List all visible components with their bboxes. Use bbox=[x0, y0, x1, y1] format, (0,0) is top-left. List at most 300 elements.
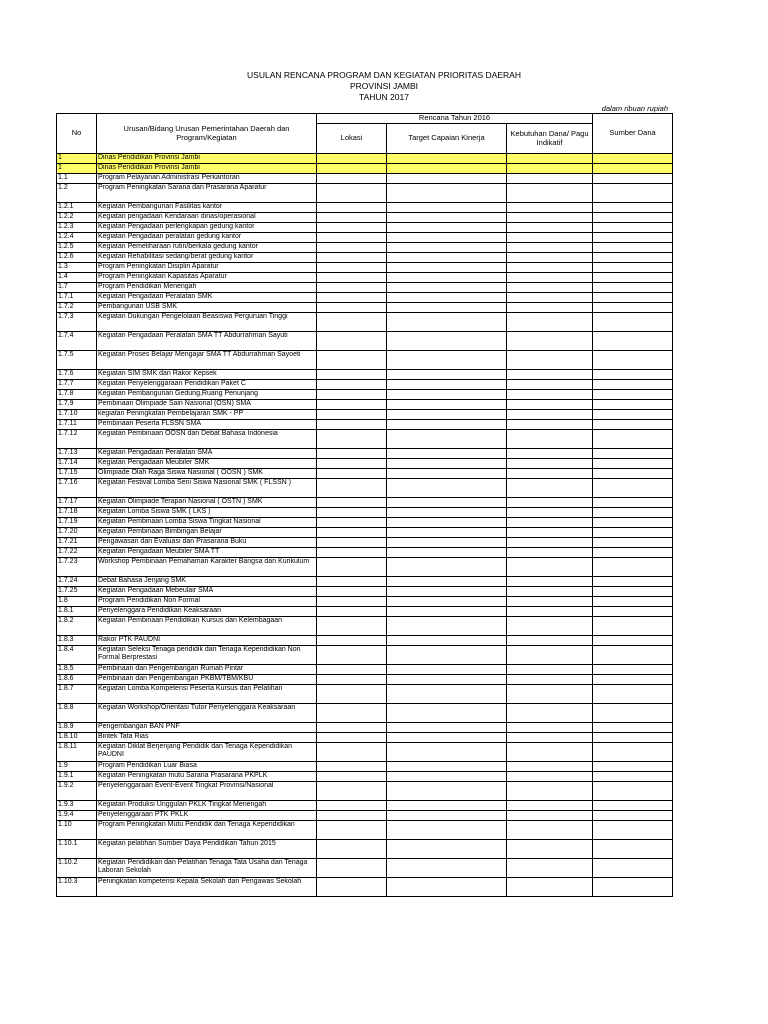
target-cell bbox=[387, 704, 507, 723]
row-program-name: Pembinaan Peserta FLSSN SMA bbox=[97, 420, 317, 430]
table-row bbox=[57, 154, 673, 164]
row-program-name: Peningkatan kompetensi Kepala Sekolah dan Pengawas Sekolah bbox=[97, 878, 317, 897]
sumber-cell bbox=[593, 303, 673, 313]
row-number: 1.7.11 bbox=[57, 420, 97, 430]
row-number: 1.7.20 bbox=[57, 528, 97, 538]
table-row bbox=[57, 538, 673, 548]
kebutuhan-cell bbox=[507, 685, 593, 704]
table-row bbox=[57, 184, 673, 203]
row-program-name: Rakor PTK PAUDNI bbox=[97, 636, 317, 646]
sumber-cell bbox=[593, 203, 673, 213]
header-lokasi: Lokasi bbox=[317, 124, 387, 154]
row-number: 1.2.6 bbox=[57, 253, 97, 263]
sumber-cell bbox=[593, 821, 673, 840]
target-cell bbox=[387, 782, 507, 801]
target-cell bbox=[387, 577, 507, 587]
sumber-cell bbox=[593, 154, 673, 164]
kebutuhan-cell bbox=[507, 174, 593, 184]
table-row bbox=[57, 498, 673, 508]
unit-note: dalam ribuan rupiah bbox=[601, 104, 668, 113]
lokasi-cell bbox=[317, 233, 387, 243]
table-row bbox=[57, 801, 673, 811]
table-row bbox=[57, 164, 673, 174]
lokasi-cell bbox=[317, 685, 387, 704]
row-program-name: Program Peningkatan Disiplin Aparatur bbox=[97, 263, 317, 273]
target-cell bbox=[387, 263, 507, 273]
table-row bbox=[57, 273, 673, 283]
target-cell bbox=[387, 370, 507, 380]
kebutuhan-cell bbox=[507, 772, 593, 782]
kebutuhan-cell bbox=[507, 233, 593, 243]
target-cell bbox=[387, 733, 507, 743]
lokasi-cell bbox=[317, 704, 387, 723]
target-cell bbox=[387, 420, 507, 430]
row-program-name: Kegiatan Pembangunan Gedung,Ruang Penunjang bbox=[97, 390, 317, 400]
table-row bbox=[57, 174, 673, 184]
lokasi-cell bbox=[317, 617, 387, 636]
lokasi-cell bbox=[317, 164, 387, 174]
row-program-name: Kegiatan Pengadaan Meubiler SMK bbox=[97, 459, 317, 469]
table-row bbox=[57, 410, 673, 420]
row-program-name: Debat Bahasa Jenjang SMK bbox=[97, 577, 317, 587]
row-number: 1.9.4 bbox=[57, 811, 97, 821]
program-table bbox=[56, 113, 673, 897]
target-cell bbox=[387, 410, 507, 420]
lokasi-cell bbox=[317, 518, 387, 528]
row-number: 1.10.1 bbox=[57, 840, 97, 859]
row-number: 1.8.8 bbox=[57, 704, 97, 723]
table-row bbox=[57, 283, 673, 293]
row-number: 1.2.2 bbox=[57, 213, 97, 223]
table-row bbox=[57, 351, 673, 370]
kebutuhan-cell bbox=[507, 548, 593, 558]
row-number: 1.2.1 bbox=[57, 203, 97, 213]
lokasi-cell bbox=[317, 400, 387, 410]
sumber-cell bbox=[593, 223, 673, 233]
table-row bbox=[57, 762, 673, 772]
kebutuhan-cell bbox=[507, 164, 593, 174]
sumber-cell bbox=[593, 283, 673, 293]
lokasi-cell bbox=[317, 528, 387, 538]
row-program-name: Kegiatan Pengadaan peralatan gedung kantor bbox=[97, 233, 317, 243]
kebutuhan-cell bbox=[507, 313, 593, 332]
row-number: 1.7.19 bbox=[57, 518, 97, 528]
kebutuhan-cell bbox=[507, 303, 593, 313]
kebutuhan-cell bbox=[507, 449, 593, 459]
table-row bbox=[57, 558, 673, 577]
row-program-name: Kegiatan Pembinaan Bimbingan Belajar bbox=[97, 528, 317, 538]
sumber-cell bbox=[593, 558, 673, 577]
row-number: 1.7.7 bbox=[57, 380, 97, 390]
row-number: 1.9 bbox=[57, 762, 97, 772]
lokasi-cell bbox=[317, 782, 387, 801]
lokasi-cell bbox=[317, 223, 387, 233]
row-program-name: Kegiatan pengadaan Kendaraan dinas/operasional bbox=[97, 213, 317, 223]
header-kebutuhan: Kebutuhan Dana/ Pagu Indikatif bbox=[507, 124, 593, 154]
table-row bbox=[57, 203, 673, 213]
sumber-cell bbox=[593, 370, 673, 380]
target-cell bbox=[387, 840, 507, 859]
document-title bbox=[0, 70, 768, 103]
lokasi-cell bbox=[317, 558, 387, 577]
table-row bbox=[57, 617, 673, 636]
row-number: 1.7.16 bbox=[57, 479, 97, 498]
sumber-cell bbox=[593, 801, 673, 811]
row-number: 1.9.3 bbox=[57, 801, 97, 811]
table-row bbox=[57, 479, 673, 498]
target-cell bbox=[387, 303, 507, 313]
row-program-name: Kegiatan Rehabilitasi sedang/berat gedung kantor bbox=[97, 253, 317, 263]
sumber-cell bbox=[593, 743, 673, 762]
kebutuhan-cell bbox=[507, 878, 593, 897]
row-program-name: Pembangunan USB SMK bbox=[97, 303, 317, 313]
row-program-name: Kegiatan Workshop/Orientasi Tutor Penyelenggara Keaksaraan bbox=[97, 704, 317, 723]
lokasi-cell bbox=[317, 332, 387, 351]
kebutuhan-cell bbox=[507, 733, 593, 743]
row-number: 1.7.24 bbox=[57, 577, 97, 587]
sumber-cell bbox=[593, 498, 673, 508]
kebutuhan-cell bbox=[507, 528, 593, 538]
sumber-cell bbox=[593, 420, 673, 430]
target-cell bbox=[387, 293, 507, 303]
lokasi-cell bbox=[317, 479, 387, 498]
lokasi-cell bbox=[317, 370, 387, 380]
lokasi-cell bbox=[317, 390, 387, 400]
row-number: 1.7.15 bbox=[57, 469, 97, 479]
title-line-3: TAHUN 2017 bbox=[359, 92, 409, 102]
target-cell bbox=[387, 449, 507, 459]
row-program-name: Dinas Pendidikan Provinsi Jambi bbox=[97, 154, 317, 164]
table-row bbox=[57, 233, 673, 243]
sumber-cell bbox=[593, 410, 673, 420]
sumber-cell bbox=[593, 233, 673, 243]
target-cell bbox=[387, 469, 507, 479]
row-program-name: Penyelenggara Pendidikan Keaksaraan bbox=[97, 607, 317, 617]
lokasi-cell bbox=[317, 203, 387, 213]
lokasi-cell bbox=[317, 213, 387, 223]
row-number: 1.8.3 bbox=[57, 636, 97, 646]
sumber-cell bbox=[593, 723, 673, 733]
row-program-name: Pembinaan Olimpiade Sain Nasional (OSN) SMA bbox=[97, 400, 317, 410]
row-program-name: Program Peningkatan Kapasitas Aparatur bbox=[97, 273, 317, 283]
sumber-cell bbox=[593, 332, 673, 351]
kebutuhan-cell bbox=[507, 811, 593, 821]
sumber-cell bbox=[593, 704, 673, 723]
row-program-name: Kegiatan Pemeliharaan rutin/berkala gedung kantor bbox=[97, 243, 317, 253]
sumber-cell bbox=[593, 762, 673, 772]
row-number: 1.2.3 bbox=[57, 223, 97, 233]
row-number: 1.8.10 bbox=[57, 733, 97, 743]
target-cell bbox=[387, 400, 507, 410]
sumber-cell bbox=[593, 859, 673, 878]
kebutuhan-cell bbox=[507, 253, 593, 263]
sumber-cell bbox=[593, 518, 673, 528]
sumber-cell bbox=[593, 253, 673, 263]
row-program-name: Kegiatan Proses Belajar Mengajar SMA TT Abdurrahman Sayoeti bbox=[97, 351, 317, 370]
kebutuhan-cell bbox=[507, 859, 593, 878]
kebutuhan-cell bbox=[507, 636, 593, 646]
table-row bbox=[57, 811, 673, 821]
sumber-cell bbox=[593, 430, 673, 449]
row-program-name: Kegiatan Lomba Kompetensi Peserta Kursus dan Pelatihan bbox=[97, 685, 317, 704]
row-number: 1.8.5 bbox=[57, 665, 97, 675]
row-number: 1.10 bbox=[57, 821, 97, 840]
target-cell bbox=[387, 508, 507, 518]
sumber-cell bbox=[593, 243, 673, 253]
row-program-name: Pembinaan dan Pengembangan Rumah Pintar bbox=[97, 665, 317, 675]
sumber-cell bbox=[593, 675, 673, 685]
lokasi-cell bbox=[317, 351, 387, 370]
lokasi-cell bbox=[317, 313, 387, 332]
lokasi-cell bbox=[317, 665, 387, 675]
kebutuhan-cell bbox=[507, 479, 593, 498]
table-row bbox=[57, 772, 673, 782]
row-number: 1.7.23 bbox=[57, 558, 97, 577]
row-program-name: Program Peningkatan Sarana dan Prasarana Aparatur bbox=[97, 184, 317, 203]
kebutuhan-cell bbox=[507, 263, 593, 273]
table-row bbox=[57, 782, 673, 801]
row-program-name: Kegiatan Peningkatan mutu Sarana Prasarana PKPLK bbox=[97, 772, 317, 782]
sumber-cell bbox=[593, 772, 673, 782]
sumber-cell bbox=[593, 617, 673, 636]
target-cell bbox=[387, 203, 507, 213]
row-number: 1.7.18 bbox=[57, 508, 97, 518]
table-row bbox=[57, 430, 673, 449]
row-number: 1.7.25 bbox=[57, 587, 97, 597]
sumber-cell bbox=[593, 459, 673, 469]
lokasi-cell bbox=[317, 380, 387, 390]
table-body bbox=[57, 154, 673, 897]
row-number: 1.7.9 bbox=[57, 400, 97, 410]
sumber-cell bbox=[593, 273, 673, 283]
row-number: 1 bbox=[57, 164, 97, 174]
table-row bbox=[57, 223, 673, 233]
row-number: 1.8.11 bbox=[57, 743, 97, 762]
table-row bbox=[57, 587, 673, 597]
table-row bbox=[57, 400, 673, 410]
sumber-cell bbox=[593, 811, 673, 821]
sumber-cell bbox=[593, 293, 673, 303]
row-program-name: Olimpiade Olah Raga Siswa Nasional ( OOSN ) SMK bbox=[97, 469, 317, 479]
row-number: 1.7.5 bbox=[57, 351, 97, 370]
kebutuhan-cell bbox=[507, 723, 593, 733]
lokasi-cell bbox=[317, 859, 387, 878]
lokasi-cell bbox=[317, 410, 387, 420]
sumber-cell bbox=[593, 213, 673, 223]
lokasi-cell bbox=[317, 840, 387, 859]
row-program-name: Kegiatan Pendidikan dan Pelatihan Tenaga Tata Usaha dan Tenaga Laboran Sekolah bbox=[97, 859, 317, 878]
target-cell bbox=[387, 498, 507, 508]
target-cell bbox=[387, 273, 507, 283]
lokasi-cell bbox=[317, 801, 387, 811]
sumber-cell bbox=[593, 479, 673, 498]
table-row bbox=[57, 636, 673, 646]
kebutuhan-cell bbox=[507, 762, 593, 772]
kebutuhan-cell bbox=[507, 587, 593, 597]
kebutuhan-cell bbox=[507, 646, 593, 665]
target-cell bbox=[387, 723, 507, 733]
kebutuhan-cell bbox=[507, 243, 593, 253]
lokasi-cell bbox=[317, 743, 387, 762]
lokasi-cell bbox=[317, 283, 387, 293]
kebutuhan-cell bbox=[507, 154, 593, 164]
target-cell bbox=[387, 233, 507, 243]
target-cell bbox=[387, 675, 507, 685]
table-row bbox=[57, 213, 673, 223]
row-program-name: Penyelenggaraan PTK PKLK bbox=[97, 811, 317, 821]
kebutuhan-cell bbox=[507, 498, 593, 508]
table-row bbox=[57, 243, 673, 253]
target-cell bbox=[387, 351, 507, 370]
kebutuhan-cell bbox=[507, 370, 593, 380]
lokasi-cell bbox=[317, 577, 387, 587]
target-cell bbox=[387, 243, 507, 253]
kebutuhan-cell bbox=[507, 420, 593, 430]
row-program-name: Workshop Pembinaan Pemahaman Karakter Bangsa dan Kurikulum bbox=[97, 558, 317, 577]
table-row bbox=[57, 743, 673, 762]
table-row bbox=[57, 420, 673, 430]
header-sumber: Sumber Dana bbox=[593, 114, 673, 154]
row-number: 1.9.1 bbox=[57, 772, 97, 782]
row-program-name: Kegiatan Diklat Berjenjang Pendidik dan Tenaga Kependidikan PAUDNI bbox=[97, 743, 317, 762]
lokasi-cell bbox=[317, 646, 387, 665]
lokasi-cell bbox=[317, 508, 387, 518]
row-program-name: Kegiatan Pembangunan Fasilitas kantor bbox=[97, 203, 317, 213]
kebutuhan-cell bbox=[507, 518, 593, 528]
table-row bbox=[57, 723, 673, 733]
target-cell bbox=[387, 859, 507, 878]
header-target: Target Capaian Kinerja bbox=[387, 124, 507, 154]
row-program-name: Penyelenggaraan Event-Event Tingkat Provinsi/Nasional bbox=[97, 782, 317, 801]
target-cell bbox=[387, 617, 507, 636]
row-program-name: Program Peningkatan Mutu Pendidik dan Tenaga Kependidikan bbox=[97, 821, 317, 840]
target-cell bbox=[387, 597, 507, 607]
target-cell bbox=[387, 332, 507, 351]
lokasi-cell bbox=[317, 303, 387, 313]
row-number: 1.8.1 bbox=[57, 607, 97, 617]
row-number: 1.7.14 bbox=[57, 459, 97, 469]
target-cell bbox=[387, 154, 507, 164]
lokasi-cell bbox=[317, 607, 387, 617]
row-program-name: Program Pendidikan Non Formal bbox=[97, 597, 317, 607]
sumber-cell bbox=[593, 782, 673, 801]
kebutuhan-cell bbox=[507, 400, 593, 410]
sumber-cell bbox=[593, 469, 673, 479]
target-cell bbox=[387, 772, 507, 782]
lokasi-cell bbox=[317, 263, 387, 273]
row-number: 1.3 bbox=[57, 263, 97, 273]
row-program-name: Kegiatan Lomba Siswa SMK ( LKS ) bbox=[97, 508, 317, 518]
lokasi-cell bbox=[317, 253, 387, 263]
table-row bbox=[57, 253, 673, 263]
table-row bbox=[57, 821, 673, 840]
sumber-cell bbox=[593, 528, 673, 538]
lokasi-cell bbox=[317, 273, 387, 283]
lokasi-cell bbox=[317, 878, 387, 897]
sumber-cell bbox=[593, 840, 673, 859]
table-row bbox=[57, 607, 673, 617]
row-program-name: Kegiatan Pengadaan Peralatan SMA TT Abdurrahman Sayuti bbox=[97, 332, 317, 351]
row-program-name: Kegiatan Pembinaan Pendidikan Kursus dan Kelembagaan bbox=[97, 617, 317, 636]
table-row bbox=[57, 597, 673, 607]
sumber-cell bbox=[593, 548, 673, 558]
row-program-name: kegiatan Peningkatan Pembelajaran SMK - PP bbox=[97, 410, 317, 420]
table-row bbox=[57, 370, 673, 380]
lokasi-cell bbox=[317, 587, 387, 597]
table-row bbox=[57, 313, 673, 332]
sumber-cell bbox=[593, 577, 673, 587]
row-program-name: Kegiatan Pengadaan Peralatan SMA bbox=[97, 449, 317, 459]
table-row bbox=[57, 263, 673, 273]
target-cell bbox=[387, 646, 507, 665]
target-cell bbox=[387, 821, 507, 840]
table-row bbox=[57, 449, 673, 459]
sumber-cell bbox=[593, 607, 673, 617]
lokasi-cell bbox=[317, 597, 387, 607]
table-row bbox=[57, 646, 673, 665]
row-program-name: Pengembangan BAN PNF bbox=[97, 723, 317, 733]
row-program-name: Kegiatan Penyelenggaraan Pendidikan Paket C bbox=[97, 380, 317, 390]
row-program-name: Kegiatan Seleksi Tenaga pendidik dan Tenaga Kependidikan Non Formal Berprestasi bbox=[97, 646, 317, 665]
target-cell bbox=[387, 548, 507, 558]
lokasi-cell bbox=[317, 636, 387, 646]
row-program-name: Bintek Tata Rias bbox=[97, 733, 317, 743]
row-number: 1.10.2 bbox=[57, 859, 97, 878]
kebutuhan-cell bbox=[507, 743, 593, 762]
sumber-cell bbox=[593, 390, 673, 400]
target-cell bbox=[387, 878, 507, 897]
table-row bbox=[57, 390, 673, 400]
lokasi-cell bbox=[317, 184, 387, 203]
row-number: 1.8.9 bbox=[57, 723, 97, 733]
table-row bbox=[57, 528, 673, 538]
row-program-name: Kegiatan SIM SMK dan Rakor Kepsek bbox=[97, 370, 317, 380]
target-cell bbox=[387, 811, 507, 821]
row-program-name: Kegiatan Produksi Unggulan PKLK Tingkat Menengah bbox=[97, 801, 317, 811]
lokasi-cell bbox=[317, 430, 387, 449]
sumber-cell bbox=[593, 733, 673, 743]
target-cell bbox=[387, 685, 507, 704]
row-number: 1.8.6 bbox=[57, 675, 97, 685]
lokasi-cell bbox=[317, 762, 387, 772]
target-cell bbox=[387, 743, 507, 762]
sumber-cell bbox=[593, 174, 673, 184]
lokasi-cell bbox=[317, 733, 387, 743]
sumber-cell bbox=[593, 313, 673, 332]
lokasi-cell bbox=[317, 174, 387, 184]
kebutuhan-cell bbox=[507, 607, 593, 617]
row-number: 1.1 bbox=[57, 174, 97, 184]
table-row bbox=[57, 508, 673, 518]
lokasi-cell bbox=[317, 459, 387, 469]
row-number: 1.8.2 bbox=[57, 617, 97, 636]
kebutuhan-cell bbox=[507, 675, 593, 685]
lokasi-cell bbox=[317, 420, 387, 430]
target-cell bbox=[387, 665, 507, 675]
target-cell bbox=[387, 283, 507, 293]
row-number: 1.7.21 bbox=[57, 538, 97, 548]
row-number: 1.2.5 bbox=[57, 243, 97, 253]
target-cell bbox=[387, 801, 507, 811]
kebutuhan-cell bbox=[507, 469, 593, 479]
row-program-name: Kegiatan Pengadaan Mebeulair SMA bbox=[97, 587, 317, 597]
sumber-cell bbox=[593, 449, 673, 459]
table-row bbox=[57, 704, 673, 723]
row-number: 1.10.3 bbox=[57, 878, 97, 897]
row-number: 1.9.2 bbox=[57, 782, 97, 801]
table-row bbox=[57, 733, 673, 743]
target-cell bbox=[387, 380, 507, 390]
